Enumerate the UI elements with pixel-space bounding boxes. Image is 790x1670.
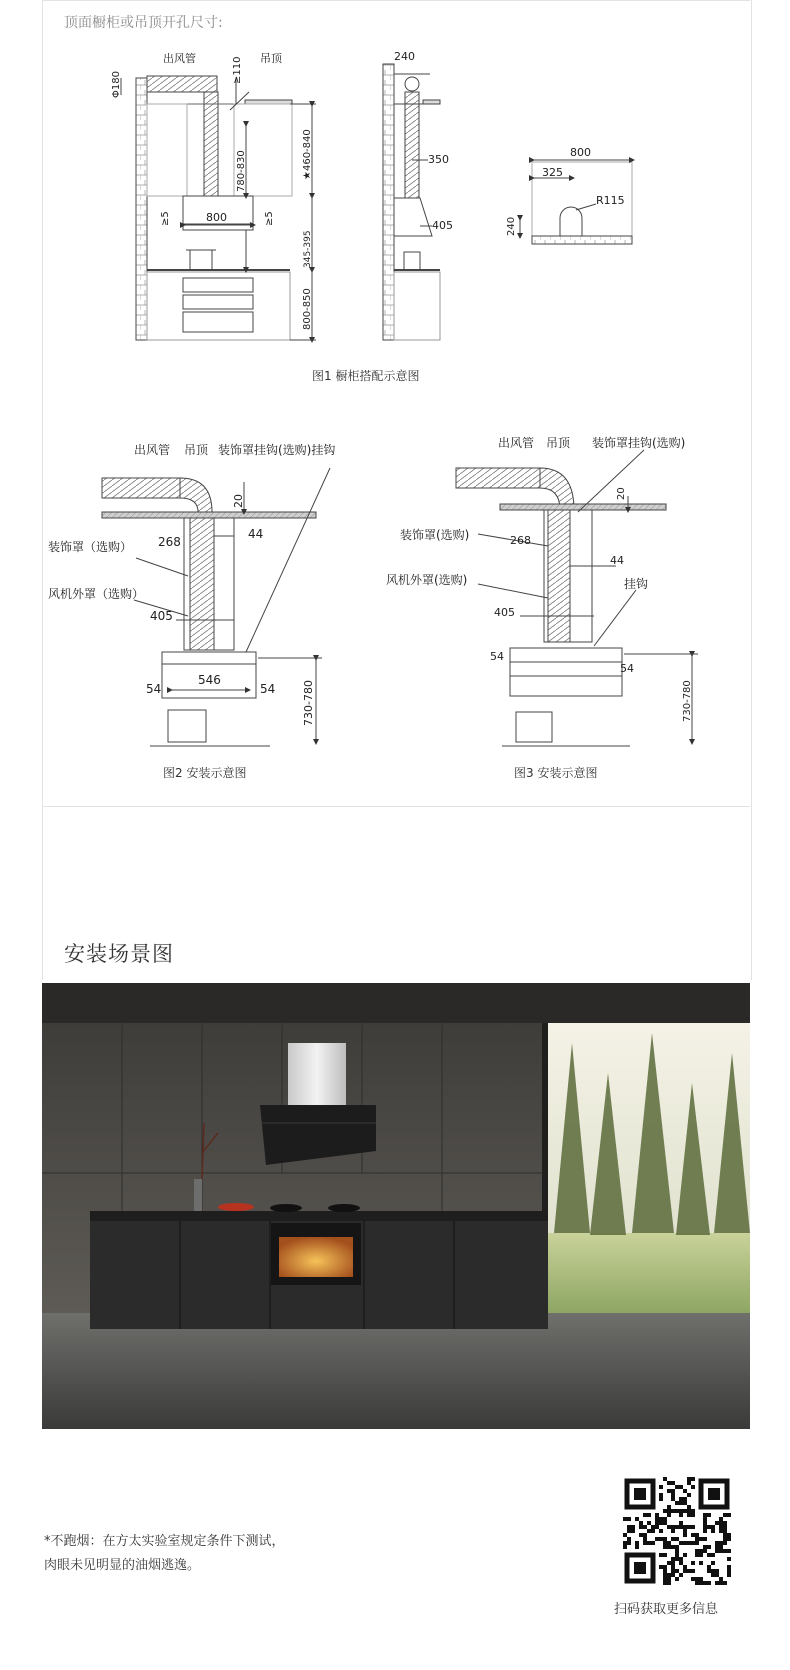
fig1-label-d405: 405: [432, 219, 453, 232]
fig1-label-d350: 350: [428, 153, 449, 166]
fig1-wall: [136, 78, 147, 340]
fig1-label-r115: R115: [596, 194, 625, 207]
smoke-note-line1: *不跑烟：在方太实验室规定条件下测试，: [44, 1534, 285, 1549]
fig2-label-d44: 44: [248, 527, 264, 541]
fig1-label-ge5a: ≥5: [160, 211, 171, 226]
fig3-label-h730: 730-780: [682, 680, 693, 722]
fig3-label-hook: 挂钩: [624, 577, 649, 591]
fig2-caption: 图2 安装示意图: [163, 766, 247, 780]
fig3-label-d20: 20: [616, 487, 627, 500]
fig3-label-d405: 405: [494, 606, 515, 619]
fig1-label-w800b: 800: [570, 146, 591, 159]
fig3-hood: [510, 648, 622, 696]
fig3-label-duct: 出风管: [498, 436, 535, 450]
scene-title: 安装场景图: [64, 942, 174, 966]
fig2-label-w54a: 54: [146, 682, 162, 696]
fig2-diagram: [0, 420, 400, 760]
fig2-label-ceiling: 吊顶: [184, 443, 209, 457]
fig3-label-cover: 装饰罩(选购): [400, 528, 470, 542]
qr-code[interactable]: [622, 1476, 732, 1586]
fig1-label-h460: ★460-840: [302, 129, 313, 180]
smoke-note: [44, 1530, 285, 1578]
fig1-diagram: [0, 0, 790, 360]
fig2-label-d20: 20: [232, 494, 245, 508]
fig1-caption: 图1 橱柜搭配示意图: [312, 369, 420, 383]
ceiling-hole-note: 顶面橱柜或吊顶开孔尺寸:: [64, 15, 223, 31]
fig1-duct-horizontal: [147, 76, 217, 92]
fig3-label-d44: 44: [610, 554, 624, 567]
fig3-duct-horizontal: [456, 468, 540, 488]
fig2-ceiling: [102, 512, 316, 518]
countertop: [90, 1211, 548, 1221]
qr-caption: 扫码获取更多信息: [614, 1602, 719, 1617]
fig2-label-h730: 730-780: [302, 680, 315, 726]
section-divider: [42, 806, 750, 807]
fig2-label-w546: 546: [198, 673, 221, 687]
fig1-label-w325: 325: [542, 166, 563, 179]
fig3-label-ceiling: 吊顶: [546, 436, 571, 450]
fig3-label-hooks: 装饰罩挂钩(选购): [592, 436, 686, 450]
fig2-label-d405: 405: [150, 609, 173, 623]
fig2-label-hooks: 装饰罩挂钩(选购)挂钩: [218, 443, 336, 457]
fig1-label-d240: 240: [394, 50, 415, 63]
fig1-label-h780: 780-830: [236, 150, 247, 192]
fig3-label-d268: 268: [510, 534, 531, 547]
fig2-label-cover: 装饰罩（选购）: [48, 540, 133, 554]
fig1-duct-vertical: [204, 92, 218, 196]
fig1-label-d240b: 240: [506, 216, 517, 236]
fig3-caption: 图3 安装示意图: [514, 766, 598, 780]
fig1-label-ceiling: 吊顶: [260, 52, 282, 65]
fig1-label-duct: 出风管: [163, 52, 196, 65]
fig1-label-h800: 800-850: [302, 288, 313, 330]
fig1-label-h345: 345-395: [303, 230, 313, 268]
fig1-label-ge110: ≥110: [232, 56, 243, 84]
fig1-label-w800: 800: [206, 211, 227, 224]
fig3-diagram: [380, 420, 750, 760]
fig2-duct-horizontal: [102, 478, 180, 498]
fig3-label-fan-cover: 风机外罩(选购): [386, 573, 468, 587]
hood-chimney: [288, 1043, 346, 1111]
kitchen-scene-photo: [42, 983, 750, 1429]
fig2-label-fan-cover: 风机外罩（选购）: [48, 587, 145, 601]
fig1-side-wall: [383, 64, 394, 340]
fig2-label-duct: 出风管: [134, 443, 171, 457]
fig3-label-w54b: 54: [620, 662, 634, 675]
fig2-label-d268: 268: [158, 535, 181, 549]
fig1-label-ge5b: ≥5: [264, 211, 275, 226]
fig1-label-phi: Φ180: [111, 71, 122, 98]
smoke-note-line2: 肉眼未见明显的油烟逃逸。: [44, 1558, 201, 1573]
fig3-label-w54a: 54: [490, 650, 504, 663]
fig2-label-w54b: 54: [260, 682, 276, 696]
